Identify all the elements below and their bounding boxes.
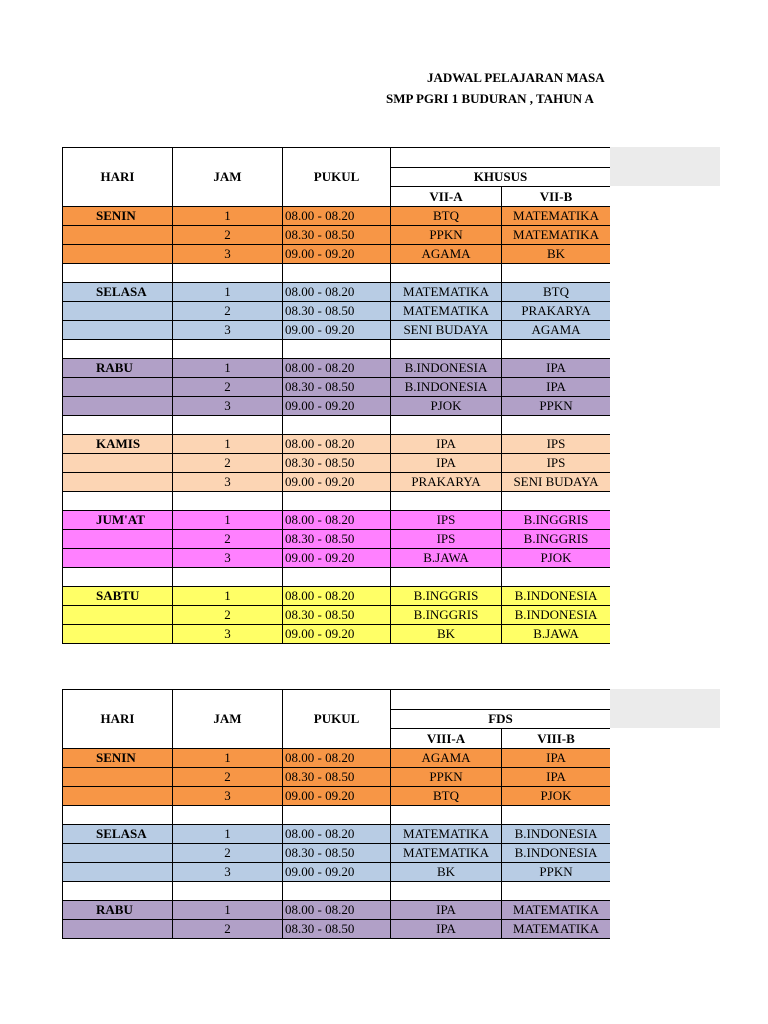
spacer-row <box>63 806 611 825</box>
pukul-cell: 09.00 - 09.20 <box>283 397 391 416</box>
subject-cell-b: B.INGGRIS <box>502 530 611 549</box>
table-row <box>63 245 611 264</box>
table-row <box>63 625 611 644</box>
subject-cell-a: MATEMATIKA <box>391 302 502 321</box>
day-cell <box>63 844 173 863</box>
table-row <box>63 207 611 226</box>
jam-cell: 3 <box>173 245 283 264</box>
subject-cell-b: IPS <box>502 435 611 454</box>
empty-cell <box>173 492 283 511</box>
schedule-table-khusus <box>62 147 610 644</box>
jam-cell: 2 <box>173 378 283 397</box>
subject-cell-b: B.INDONESIA <box>502 844 611 863</box>
page-subtitle: SMP PGRI 1 BUDURAN , TAHUN A <box>386 91 594 106</box>
subject-cell-a: IPA <box>391 901 502 920</box>
subject-cell-a: B.INGGRIS <box>391 587 502 606</box>
table-row <box>63 359 611 378</box>
table-row <box>63 863 611 882</box>
empty-cell <box>391 264 502 283</box>
subject-cell-b: MATEMATIKA <box>502 226 611 245</box>
day-cell <box>63 530 173 549</box>
spacer-row <box>63 340 611 359</box>
subject-cell-b: IPA <box>502 378 611 397</box>
table-row <box>63 397 611 416</box>
empty-cell <box>63 806 173 825</box>
column-header-hari: HARI <box>63 690 173 749</box>
table-row <box>63 768 611 787</box>
jam-cell: 1 <box>173 825 283 844</box>
header-blank-cell <box>391 148 611 168</box>
pukul-cell: 09.00 - 09.20 <box>283 863 391 882</box>
pukul-cell: 08.00 - 08.20 <box>283 435 391 454</box>
group-label: FDS <box>391 709 611 729</box>
subject-cell-a: BK <box>391 863 502 882</box>
empty-cell <box>502 264 611 283</box>
subject-cell-b: IPA <box>502 768 611 787</box>
jam-cell: 1 <box>173 901 283 920</box>
day-cell <box>63 397 173 416</box>
class-header-b: VII-B <box>502 187 611 207</box>
subject-cell-b: PJOK <box>502 549 611 568</box>
empty-cell <box>391 882 502 901</box>
pukul-cell: 08.30 - 08.50 <box>283 302 391 321</box>
subject-cell-a: PPKN <box>391 226 502 245</box>
empty-cell <box>63 492 173 511</box>
gray-panel-1 <box>610 147 720 186</box>
subject-cell-b: BTQ <box>502 283 611 302</box>
spacer-row <box>63 492 611 511</box>
subject-cell-a: IPA <box>391 920 502 939</box>
empty-cell <box>391 806 502 825</box>
pukul-cell: 08.30 - 08.50 <box>283 454 391 473</box>
empty-cell <box>173 340 283 359</box>
empty-cell <box>502 340 611 359</box>
pukul-cell: 08.30 - 08.50 <box>283 768 391 787</box>
table-row <box>63 321 611 340</box>
empty-cell <box>502 416 611 435</box>
subject-cell-b: B.INDONESIA <box>502 606 611 625</box>
subject-cell-a: MATEMATIKA <box>391 283 502 302</box>
subject-cell-a: IPA <box>391 435 502 454</box>
empty-cell <box>63 340 173 359</box>
spacer-row <box>63 264 611 283</box>
empty-cell <box>283 264 391 283</box>
subject-cell-a: AGAMA <box>391 245 502 264</box>
spacer-row <box>63 568 611 587</box>
column-header-pukul: PUKUL <box>283 690 391 749</box>
day-label: SELASA <box>96 826 147 841</box>
jam-cell: 3 <box>173 787 283 806</box>
subject-cell-a: IPS <box>391 530 502 549</box>
empty-cell <box>502 568 611 587</box>
day-cell <box>63 245 173 264</box>
empty-cell <box>502 882 611 901</box>
jam-cell: 2 <box>173 844 283 863</box>
table-row <box>63 749 611 768</box>
class-header-a: VII-A <box>391 187 502 207</box>
pukul-cell: 08.00 - 08.20 <box>283 825 391 844</box>
table-row <box>63 844 611 863</box>
header-blank-cell <box>391 690 611 710</box>
pukul-cell: 08.00 - 08.20 <box>283 511 391 530</box>
pukul-cell: 08.30 - 08.50 <box>283 920 391 939</box>
empty-cell <box>502 492 611 511</box>
class-header-b: VIII-B <box>502 729 611 749</box>
spacer-row <box>63 882 611 901</box>
day-cell <box>63 473 173 492</box>
page-title: JADWAL PELAJARAN MASA <box>427 70 605 85</box>
jam-cell: 3 <box>173 625 283 644</box>
group-label: KHUSUS <box>391 167 611 187</box>
day-cell <box>63 226 173 245</box>
subject-cell-b: IPA <box>502 749 611 768</box>
day-cell <box>63 920 173 939</box>
day-cell <box>63 625 173 644</box>
gray-panel-2 <box>610 689 720 728</box>
day-label: SELASA <box>96 284 147 299</box>
column-header-jam: JAM <box>173 148 283 207</box>
empty-cell <box>173 416 283 435</box>
day-label: JUM'AT <box>96 512 145 527</box>
header-row <box>63 148 611 168</box>
subject-cell-b: PJOK <box>502 787 611 806</box>
spacer-row <box>63 416 611 435</box>
table-row <box>63 787 611 806</box>
pukul-cell: 08.30 - 08.50 <box>283 844 391 863</box>
empty-cell <box>391 416 502 435</box>
table-row <box>63 587 611 606</box>
pukul-cell: 08.00 - 08.20 <box>283 359 391 378</box>
subject-cell-a: SENI BUDAYA <box>391 321 502 340</box>
empty-cell <box>283 492 391 511</box>
header-row <box>63 690 611 710</box>
subject-cell-b: BK <box>502 245 611 264</box>
subject-cell-a: BK <box>391 625 502 644</box>
subject-cell-b: PPKN <box>502 397 611 416</box>
column-header-hari: HARI <box>63 148 173 207</box>
jam-cell: 2 <box>173 920 283 939</box>
table-row <box>63 226 611 245</box>
empty-cell <box>173 264 283 283</box>
pukul-cell: 09.00 - 09.20 <box>283 321 391 340</box>
schedule-table-fds <box>62 689 610 939</box>
table-row <box>63 435 611 454</box>
day-cell <box>63 549 173 568</box>
pukul-cell: 09.00 - 09.20 <box>283 625 391 644</box>
jam-cell: 1 <box>173 749 283 768</box>
subject-cell-b: IPA <box>502 359 611 378</box>
jam-cell: 3 <box>173 321 283 340</box>
pukul-cell: 08.00 - 08.20 <box>283 207 391 226</box>
day-cell <box>63 825 173 844</box>
subject-cell-a: AGAMA <box>391 749 502 768</box>
subject-cell-b: B.INDONESIA <box>502 587 611 606</box>
day-cell <box>63 283 173 302</box>
jam-cell: 3 <box>173 863 283 882</box>
pukul-cell: 08.30 - 08.50 <box>283 226 391 245</box>
table-row <box>63 454 611 473</box>
empty-cell <box>283 568 391 587</box>
day-cell <box>63 454 173 473</box>
empty-cell <box>63 568 173 587</box>
subject-cell-a: IPA <box>391 454 502 473</box>
empty-cell <box>283 806 391 825</box>
empty-cell <box>63 882 173 901</box>
pukul-cell: 08.30 - 08.50 <box>283 530 391 549</box>
empty-cell <box>63 416 173 435</box>
subject-cell-a: PJOK <box>391 397 502 416</box>
day-label: RABU <box>96 360 133 375</box>
subject-cell-b: AGAMA <box>502 321 611 340</box>
day-label: KAMIS <box>96 436 141 451</box>
table-row <box>63 530 611 549</box>
day-cell <box>63 787 173 806</box>
subject-cell-a: MATEMATIKA <box>391 844 502 863</box>
jam-cell: 2 <box>173 226 283 245</box>
day-cell <box>63 321 173 340</box>
subject-cell-a: B.INDONESIA <box>391 359 502 378</box>
subject-cell-a: PPKN <box>391 768 502 787</box>
subject-cell-b: PRAKARYA <box>502 302 611 321</box>
table-row <box>63 606 611 625</box>
pukul-cell: 09.00 - 09.20 <box>283 473 391 492</box>
pukul-cell: 08.30 - 08.50 <box>283 378 391 397</box>
subject-cell-b: B.INDONESIA <box>502 825 611 844</box>
jam-cell: 2 <box>173 302 283 321</box>
subject-cell-a: IPS <box>391 511 502 530</box>
pukul-cell: 08.30 - 08.50 <box>283 606 391 625</box>
jam-cell: 2 <box>173 606 283 625</box>
subject-cell-b: B.INGGRIS <box>502 511 611 530</box>
jam-cell: 2 <box>173 768 283 787</box>
table-row <box>63 825 611 844</box>
day-cell <box>63 863 173 882</box>
empty-cell <box>283 882 391 901</box>
empty-cell <box>173 568 283 587</box>
jam-cell: 1 <box>173 511 283 530</box>
jam-cell: 1 <box>173 587 283 606</box>
jam-cell: 2 <box>173 530 283 549</box>
subject-cell-b: PPKN <box>502 863 611 882</box>
empty-cell <box>173 806 283 825</box>
subject-cell-a: PRAKARYA <box>391 473 502 492</box>
pukul-cell: 09.00 - 09.20 <box>283 787 391 806</box>
empty-cell <box>173 882 283 901</box>
empty-cell <box>391 568 502 587</box>
jam-cell: 3 <box>173 549 283 568</box>
day-cell <box>63 359 173 378</box>
jam-cell: 3 <box>173 473 283 492</box>
jam-cell: 1 <box>173 359 283 378</box>
table-row <box>63 473 611 492</box>
table-row <box>63 511 611 530</box>
subject-cell-b: MATEMATIKA <box>502 920 611 939</box>
schedule-table-fds-wrap <box>62 689 610 939</box>
jam-cell: 2 <box>173 454 283 473</box>
day-cell <box>63 606 173 625</box>
day-cell <box>63 435 173 454</box>
day-cell <box>63 207 173 226</box>
class-header-a: VIII-A <box>391 729 502 749</box>
subject-cell-a: B.INDONESIA <box>391 378 502 397</box>
day-cell <box>63 901 173 920</box>
empty-cell <box>283 340 391 359</box>
day-cell <box>63 768 173 787</box>
jam-cell: 1 <box>173 435 283 454</box>
empty-cell <box>283 416 391 435</box>
jam-cell: 1 <box>173 283 283 302</box>
subject-cell-a: B.JAWA <box>391 549 502 568</box>
subject-cell-a: MATEMATIKA <box>391 825 502 844</box>
subject-cell-a: BTQ <box>391 207 502 226</box>
empty-cell <box>391 492 502 511</box>
empty-cell <box>63 264 173 283</box>
schedule-table-khusus-wrap <box>62 147 610 644</box>
table-row <box>63 901 611 920</box>
day-cell <box>63 302 173 321</box>
pukul-cell: 09.00 - 09.20 <box>283 549 391 568</box>
empty-cell <box>391 340 502 359</box>
table-row <box>63 549 611 568</box>
column-header-jam: JAM <box>173 690 283 749</box>
day-cell <box>63 511 173 530</box>
empty-cell <box>502 806 611 825</box>
table-row <box>63 302 611 321</box>
pukul-cell: 08.00 - 08.20 <box>283 901 391 920</box>
subject-cell-b: MATEMATIKA <box>502 901 611 920</box>
jam-cell: 3 <box>173 397 283 416</box>
pukul-cell: 09.00 - 09.20 <box>283 245 391 264</box>
pukul-cell: 08.00 - 08.20 <box>283 749 391 768</box>
table-row <box>63 378 611 397</box>
subject-cell-b: SENI BUDAYA <box>502 473 611 492</box>
pukul-cell: 08.00 - 08.20 <box>283 283 391 302</box>
day-cell <box>63 749 173 768</box>
column-header-pukul: PUKUL <box>283 148 391 207</box>
jam-cell: 1 <box>173 207 283 226</box>
day-label: SENIN <box>96 208 136 223</box>
day-cell <box>63 587 173 606</box>
day-cell <box>63 378 173 397</box>
subject-cell-b: B.JAWA <box>502 625 611 644</box>
subject-cell-b: MATEMATIKA <box>502 207 611 226</box>
table-row <box>63 920 611 939</box>
day-label: SENIN <box>96 750 136 765</box>
day-label: RABU <box>96 902 133 917</box>
subject-cell-a: B.INGGRIS <box>391 606 502 625</box>
subject-cell-a: BTQ <box>391 787 502 806</box>
pukul-cell: 08.00 - 08.20 <box>283 587 391 606</box>
table-row <box>63 283 611 302</box>
subject-cell-b: IPS <box>502 454 611 473</box>
day-label: SABTU <box>96 588 140 603</box>
